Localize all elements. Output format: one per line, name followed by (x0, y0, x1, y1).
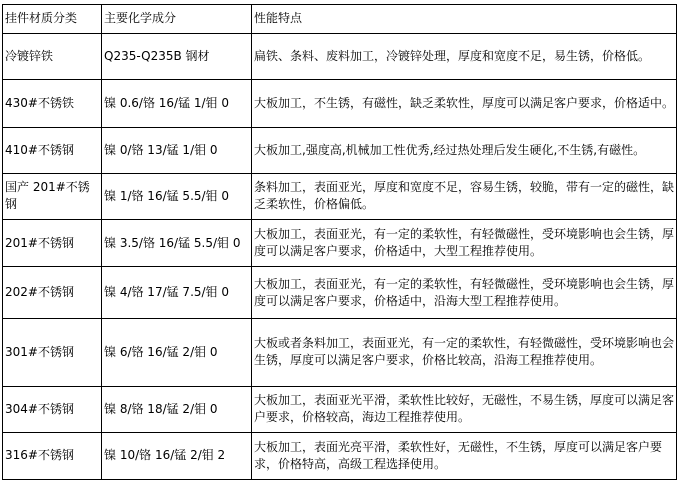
row-features: 大板加工，表面亚光平滑，柔软性比较好，无磁性，不易生锈，厚度可以满足客户要求，价格较高，海边工程推荐使用。 (252, 386, 677, 432)
table-row (3, 432, 677, 479)
header-features: 性能特点 (252, 5, 677, 34)
table-header-row (3, 5, 677, 34)
table-row (3, 318, 677, 386)
row-features: 大板或者条料加工，表面亚光，有一定的柔软性，有轻微磁性，受环境影响也会生锈，厚度可以满足客户要求，价格比较高，沿海工程推荐使用。 (252, 318, 677, 386)
row-composition: 镍 4/铬 17/锰 7.5/钼 0 (102, 267, 252, 318)
table-row (3, 33, 677, 79)
table-row (3, 267, 677, 318)
row-category: 301#不锈钢 (3, 318, 102, 386)
row-features: 条料加工，表面亚光，厚度和宽度不足，容易生锈，较脆，带有一定的磁性，缺乏柔软性，价格偏低。 (252, 173, 677, 220)
row-composition: Q235-Q235B 钢材 (102, 33, 252, 79)
row-features: 大板加工，表面亚光，有一定的柔软性，有轻微磁性，受环境影响也会生锈，厚度可以满足客户要求，价格适中，沿海大型工程推荐使用。 (252, 267, 677, 318)
table-row (3, 173, 677, 220)
row-features: 大板加工，表面亚光，有一定的柔软性，有轻微磁性，受环境影响也会生锈，厚度可以满足客户要求，价格适中，大型工程推荐使用。 (252, 220, 677, 267)
row-features: 扁铁、条料、废料加工，冷镀锌处理，厚度和宽度不足，易生锈，价格低。 (252, 33, 677, 79)
row-category: 冷镀锌铁 (3, 33, 102, 79)
row-category: 410#不锈钢 (3, 127, 102, 173)
header-category: 挂件材质分类 (3, 5, 102, 34)
table-row (3, 127, 677, 173)
row-category: 202#不锈钢 (3, 267, 102, 318)
row-features: 大板加工,强度高,机械加工性优秀,经过热处理后发生硬化,不生锈,有磁性。 (252, 127, 677, 173)
row-features: 大板加工，不生锈，有磁性，缺乏柔软性，厚度可以满足客户要求，价格适中。 (252, 79, 677, 127)
row-composition: 镍 1/铬 16/锰 5.5/钼 0 (102, 173, 252, 220)
row-features: 大板加工，表面光亮平滑，柔软性好，无磁性，不生锈，厚度可以满足客户要求，价格特高，高级工程选择使用。 (252, 432, 677, 479)
row-category: 316#不锈钢 (3, 432, 102, 479)
row-composition: 镍 6/铬 16/锰 2/钼 0 (102, 318, 252, 386)
row-category: 430#不锈铁 (3, 79, 102, 127)
table-row (3, 220, 677, 267)
material-spec-table (2, 4, 677, 480)
row-composition: 镍 0/铬 13/锰 1/钼 0 (102, 127, 252, 173)
table-row (3, 79, 677, 127)
row-category: 国产 201#不锈钢 (3, 173, 102, 220)
row-composition: 镍 10/铬 16/锰 2/钼 2 (102, 432, 252, 479)
header-composition: 主要化学成分 (102, 5, 252, 34)
row-composition: 镍 0.6/铬 16/锰 1/钼 0 (102, 79, 252, 127)
row-category: 201#不锈钢 (3, 220, 102, 267)
table-row (3, 386, 677, 432)
row-composition: 镍 3.5/铬 16/锰 5.5/钼 0 (102, 220, 252, 267)
row-composition: 镍 8/铬 18/锰 2/钼 0 (102, 386, 252, 432)
row-category: 304#不锈钢 (3, 386, 102, 432)
